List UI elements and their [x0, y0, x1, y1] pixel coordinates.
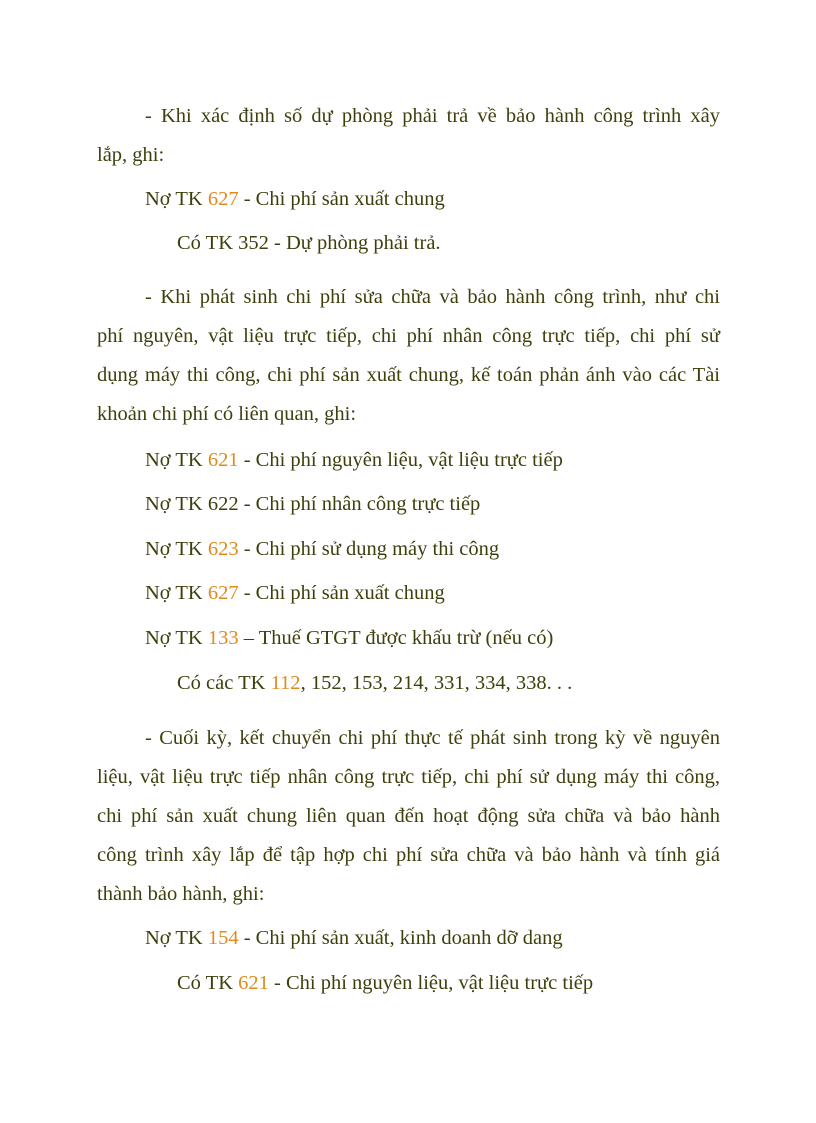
- entry-text: - Chi phí sản xuất, kinh doanh dỡ dang: [238, 927, 563, 949]
- paragraph-line: liệu, vật liệu trực tiếp nhân công trực tiếp, chi phí sử dụng máy thi công,: [97, 766, 720, 788]
- paragraph-line: - Cuối kỳ, kết chuyển chi phí thực tế phát sinh trong kỳ về nguyên: [145, 727, 720, 749]
- journal-entry-debit: [145, 187, 445, 211]
- journal-entry-debit: [145, 626, 553, 650]
- account-code: 627: [207, 582, 239, 604]
- journal-entry-credit: [177, 971, 593, 995]
- paragraph-line: dụng máy thi công, chi phí sản xuất chung, kế toán phản ánh vào các Tài: [97, 364, 720, 386]
- account-code: 621: [238, 972, 269, 994]
- paragraph-line: chi phí sản xuất chung liên quan đến hoạt động sửa chữa và bảo hành: [97, 805, 720, 827]
- account-code: 621: [207, 449, 239, 471]
- entry-text: - Chi phí sản xuất chung: [238, 582, 445, 604]
- entry-text: Nợ TK: [145, 582, 208, 604]
- journal-entry-debit: [145, 926, 563, 950]
- entry-text: Nợ TK 622 - Chi phí nhân công trực tiếp: [145, 493, 481, 515]
- entry-text: Nợ TK: [145, 538, 208, 560]
- account-code: 133: [207, 627, 239, 649]
- entry-text: Nợ TK: [145, 627, 208, 649]
- account-code: 623: [207, 538, 239, 560]
- paragraph-line: lắp, ghi:: [97, 144, 165, 166]
- entry-text: - Chi phí sử dụng máy thi công: [238, 538, 500, 560]
- entry-text: Nợ TK: [145, 188, 208, 210]
- journal-entry-debit: [145, 581, 445, 605]
- account-code: 154: [207, 927, 239, 949]
- paragraph-line: thành bảo hành, ghi:: [97, 883, 265, 905]
- paragraph-line: phí nguyên, vật liệu trực tiếp, chi phí nhân công trực tiếp, chi phí sử: [97, 325, 720, 347]
- journal-entry-debit: [145, 492, 480, 516]
- entry-text: - Chi phí nguyên liệu, vật liệu trực tiếp: [238, 449, 563, 471]
- entry-text: - Chi phí sản xuất chung: [238, 188, 445, 210]
- journal-entry-credit: [177, 231, 441, 255]
- journal-entry-debit: [145, 448, 563, 472]
- entry-text: – Thuế GTGT được khấu trừ (nếu có): [238, 627, 554, 649]
- account-code: 627: [207, 188, 239, 210]
- paragraph-line: - Khi phát sinh chi phí sửa chữa và bảo hành công trình, như chi: [145, 286, 720, 308]
- entry-text: Có các TK: [177, 672, 271, 694]
- journal-entry-credit: [177, 671, 572, 695]
- account-code: 112: [270, 672, 301, 694]
- entry-text: , 152, 153, 214, 331, 334, 338. . .: [300, 672, 573, 694]
- entry-text: Có TK 352 - Dự phòng phải trả.: [177, 232, 441, 254]
- entry-text: Nợ TK: [145, 449, 208, 471]
- journal-entry-debit: [145, 537, 499, 561]
- entry-text: - Chi phí nguyên liệu, vật liệu trực tiếp: [268, 972, 594, 994]
- paragraph-line: khoản chi phí có liên quan, ghi:: [97, 403, 357, 425]
- paragraph-line: - Khi xác định số dự phòng phải trả về bảo hành công trình xây: [145, 105, 720, 127]
- paragraph-line: công trình xây lắp để tập hợp chi phí sửa chữa và bảo hành và tính giá: [97, 844, 720, 866]
- entry-text: Nợ TK: [145, 927, 208, 949]
- entry-text: Có TK: [177, 972, 239, 994]
